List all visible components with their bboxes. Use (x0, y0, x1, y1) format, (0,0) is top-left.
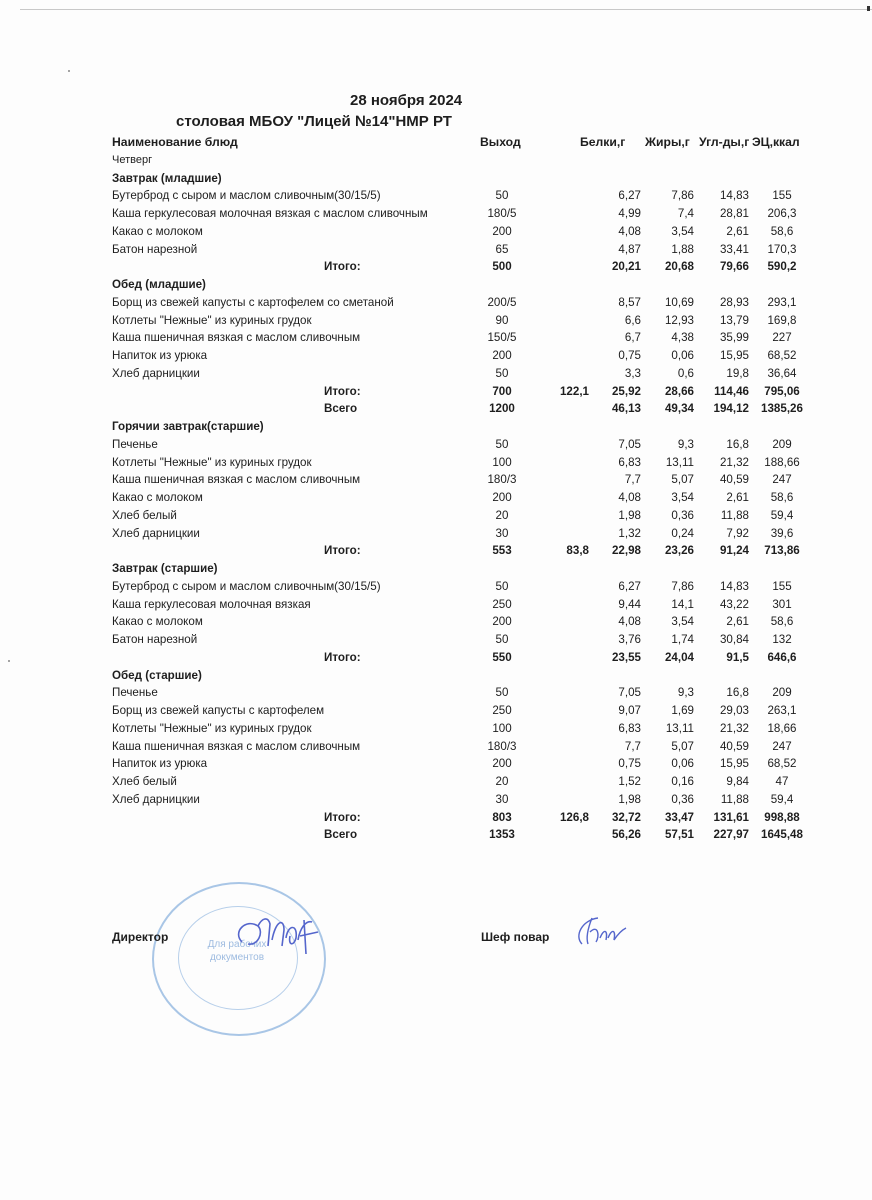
cell-output: 50 (495, 189, 509, 203)
column-header-fat: Жиры,г (645, 135, 690, 149)
cell-fat: 0,06 (671, 757, 694, 771)
cell-energy: 18,66 (767, 721, 797, 735)
cell-protein: 4,87 (618, 242, 641, 256)
cell-carbs: 21,32 (719, 455, 749, 469)
cell-fat: 9,3 (677, 686, 694, 700)
table-row (112, 223, 822, 241)
cell-output: 180/3 (487, 473, 517, 487)
cell-output: 90 (495, 313, 509, 327)
cell-carbs: 194,12 (713, 402, 749, 416)
day-of-week (112, 152, 822, 170)
cell-fat: 0,16 (671, 775, 694, 788)
section-header-row (112, 667, 822, 685)
cell-energy: 169,8 (767, 313, 797, 327)
cell-energy: 36,64 (767, 366, 797, 380)
cell-fat: 1,69 (671, 704, 694, 717)
cell-name: Хлеб белый (112, 775, 177, 788)
cell-name: Батон нарезной (112, 633, 198, 646)
cell-energy: 155 (772, 189, 792, 203)
cell-name: Завтрак (старшие) (112, 562, 218, 575)
cell-protein: 6,7 (624, 331, 641, 345)
cell-carbs: 15,95 (719, 757, 749, 771)
table-row (112, 720, 822, 738)
table-row (112, 684, 822, 702)
menu-rows (112, 170, 822, 845)
cell-energy: 301 (772, 597, 792, 611)
cell-protein: 1,32 (618, 526, 641, 540)
table-row (112, 738, 822, 756)
section-header-row (112, 418, 822, 436)
table-row (112, 596, 822, 614)
column-header-protein: Белки,г (580, 135, 626, 149)
cell-protein: 1,98 (618, 508, 641, 522)
section-header-row (112, 170, 822, 188)
cell-fat: 20,68 (664, 260, 694, 274)
cell-output: 20 (495, 508, 509, 522)
scan-edge-line (20, 9, 872, 10)
section-header-row (112, 560, 822, 578)
cell-protein: 1,98 (618, 792, 641, 806)
cell-extra: 122,1 (559, 384, 589, 398)
cell-extra: 83,8 (566, 544, 589, 558)
cell-energy: 68,52 (767, 349, 797, 362)
cell-carbs: 14,83 (719, 189, 749, 203)
cell-name: Каша пшеничная вязкая с маслом сливочным (112, 331, 361, 345)
cell-carbs: 21,32 (719, 721, 749, 735)
cell-output: 50 (495, 686, 509, 700)
table-row (112, 525, 822, 543)
cell-fat: 3,54 (671, 615, 694, 629)
cell-energy: 155 (772, 579, 792, 593)
cell-energy: 47 (775, 775, 789, 788)
cell-carbs: 29,03 (719, 704, 749, 717)
cell-name: Батон нарезной (112, 242, 198, 256)
cell-fat: 3,54 (671, 224, 694, 238)
cell-energy: 713,86 (764, 544, 800, 558)
cell-name: Горячии завтрак(старшие) (112, 420, 264, 433)
cell-output: 700 (492, 384, 512, 398)
cell-output: 180/5 (487, 207, 517, 220)
cell-name: Итого: (324, 260, 361, 274)
cell-protein: 6,6 (624, 313, 641, 327)
cell-protein: 0,75 (618, 349, 641, 362)
cell-protein: 56,26 (611, 828, 641, 842)
cell-protein: 7,7 (624, 473, 641, 487)
cell-carbs: 11,88 (720, 508, 749, 522)
cell-name: Итого: (324, 384, 361, 398)
cell-protein: 1,52 (618, 775, 641, 788)
cell-energy: 209 (772, 686, 792, 700)
cell-name: Котлеты "Нежные" из куриных грудок (112, 455, 312, 469)
cell-name: Какао с молоком (112, 615, 203, 629)
table-row (112, 294, 822, 312)
cell-carbs: 13,79 (719, 313, 749, 327)
cell-energy: 59,4 (770, 508, 794, 522)
cell-protein: 6,27 (618, 189, 641, 203)
cell-energy: 170,3 (767, 242, 797, 256)
cell-carbs: 2,61 (726, 615, 749, 629)
cell-output: 200 (492, 349, 512, 362)
cell-energy: 1645,48 (761, 828, 803, 842)
cell-fat: 1,74 (671, 633, 694, 646)
cell-carbs: 227,97 (713, 828, 749, 842)
cell-fat: 4,38 (671, 331, 694, 345)
cell-name: Итого: (324, 810, 361, 824)
cell-fat: 1,88 (671, 242, 694, 256)
chef-signature (572, 914, 628, 950)
cell-output: 30 (495, 792, 509, 806)
cell-output: 550 (492, 650, 512, 664)
column-header-output: Выход (480, 135, 521, 149)
cell-carbs: 79,66 (719, 260, 749, 274)
cell-protein: 3,3 (624, 366, 641, 380)
total-row (112, 400, 822, 418)
cell-name: Завтрак (младшие) (112, 171, 222, 185)
cell-output: 500 (492, 260, 512, 274)
menu-table (112, 134, 822, 844)
cell-protein: 4,08 (618, 491, 641, 504)
section-header-row (112, 276, 822, 294)
scan-speck (8, 660, 10, 662)
table-row (112, 454, 822, 472)
organization-title: столовая МБОУ "Лицей №14"НМР РТ (176, 113, 452, 130)
cell-carbs: 7,92 (726, 526, 749, 540)
cell-name: Напиток из урюка (112, 349, 208, 362)
cell-energy: 247 (772, 473, 792, 487)
cell-output: 50 (495, 633, 509, 646)
cell-carbs: 19,8 (726, 366, 749, 380)
cell-fat: 7,86 (671, 579, 694, 593)
cell-fat: 12,93 (664, 313, 694, 327)
cell-output: 30 (495, 526, 509, 540)
cell-energy: 247 (772, 739, 792, 753)
cell-name: Хлеб дарницкии (112, 792, 200, 806)
cell-energy: 795,06 (764, 384, 800, 398)
cell-name: Обед (старшие) (112, 668, 202, 682)
day-label: Четверг (112, 153, 153, 166)
cell-fat: 0,06 (671, 349, 694, 362)
cell-energy: 58,6 (770, 224, 794, 238)
cell-output: 250 (492, 597, 512, 611)
cell-carbs: 91,5 (726, 650, 749, 664)
cell-output: 200 (492, 615, 512, 629)
cell-carbs: 40,59 (719, 473, 749, 487)
cell-fat: 5,07 (671, 473, 694, 487)
cell-energy: 263,1 (767, 704, 797, 717)
table-row (112, 205, 822, 223)
table-row (112, 702, 822, 720)
cell-output: 200 (492, 491, 512, 504)
cell-fat: 24,04 (664, 650, 694, 664)
table-row (112, 631, 822, 649)
cell-fat: 13,11 (665, 455, 694, 469)
cell-name: Хлеб белый (112, 508, 177, 522)
table-row (112, 791, 822, 809)
cell-energy: 39,6 (770, 526, 794, 540)
cell-protein: 9,07 (618, 704, 641, 717)
cell-protein: 46,13 (611, 402, 641, 416)
table-row (112, 436, 822, 454)
cell-carbs: 16,8 (726, 437, 749, 451)
cell-energy: 590,2 (767, 260, 797, 274)
cell-output: 200 (492, 224, 512, 238)
cell-output: 553 (492, 544, 512, 558)
cell-name: Всего (324, 828, 358, 842)
cell-energy: 206,3 (767, 207, 797, 220)
cell-carbs: 33,41 (719, 242, 749, 256)
cell-energy: 132 (772, 633, 792, 646)
cell-protein: 22,98 (611, 544, 641, 558)
cell-protein: 4,08 (618, 224, 641, 238)
cell-protein: 23,55 (611, 650, 641, 664)
cell-fat: 5,07 (671, 739, 694, 753)
cell-fat: 10,69 (664, 295, 694, 309)
cell-output: 50 (495, 437, 509, 451)
cell-energy: 998,88 (764, 810, 800, 824)
total-row (112, 809, 822, 827)
chef-label: Шеф повар (481, 930, 550, 944)
table-row (112, 365, 822, 383)
cell-name: Хлеб дарницкии (112, 526, 200, 540)
menu-date: 28 ноября 2024 (350, 92, 463, 109)
cell-energy: 1385,26 (761, 402, 803, 416)
cell-name: Печенье (112, 686, 158, 700)
cell-fat: 23,26 (664, 544, 694, 558)
cell-fat: 9,3 (677, 437, 694, 451)
total-row (112, 542, 822, 560)
cell-output: 100 (492, 721, 512, 735)
cell-extra: 126,8 (559, 810, 589, 824)
cell-fat: 57,51 (664, 828, 694, 842)
cell-protein: 20,21 (611, 260, 641, 274)
cell-carbs: 9,84 (726, 775, 749, 788)
cell-name: Бутерброд с сыром и маслом сливочным(30/15/5) (112, 579, 381, 593)
cell-output: 1353 (489, 828, 515, 842)
cell-name: Какао с молоком (112, 491, 203, 504)
cell-energy: 646,6 (767, 650, 797, 664)
cell-energy: 68,52 (767, 757, 797, 771)
cell-name: Каша геркулесовая молочная вязкая (112, 597, 311, 611)
cell-carbs: 35,99 (719, 331, 749, 345)
total-row (112, 649, 822, 667)
cell-output: 180/3 (487, 739, 517, 753)
cell-output: 803 (492, 810, 512, 824)
cell-protein: 0,75 (618, 757, 641, 771)
total-row (112, 383, 822, 401)
cell-fat: 0,36 (671, 792, 694, 806)
cell-fat: 3,54 (671, 491, 694, 504)
cell-carbs: 43,22 (719, 597, 749, 611)
stamp-text: Для рабочих документов (207, 939, 267, 963)
director-label: Директор (112, 930, 169, 944)
director-signature (228, 910, 320, 960)
cell-protein: 3,76 (618, 633, 641, 646)
cell-energy: 59,4 (770, 792, 794, 806)
cell-protein: 6,83 (618, 455, 641, 469)
cell-carbs: 14,83 (719, 579, 749, 593)
scan-mark (867, 6, 870, 11)
cell-protein: 7,7 (624, 739, 641, 753)
total-row (112, 826, 822, 844)
cell-energy: 209 (772, 437, 792, 451)
table-row (112, 312, 822, 330)
cell-protein: 9,44 (618, 597, 641, 611)
column-header-carbs: Угл-ды,г (699, 135, 750, 149)
cell-protein: 7,05 (618, 437, 641, 451)
cell-energy: 58,6 (770, 615, 794, 629)
cell-protein: 6,83 (618, 721, 641, 735)
cell-energy: 188,66 (764, 455, 800, 469)
table-header-row (112, 134, 822, 152)
cell-protein: 4,99 (618, 207, 641, 220)
cell-name: Хлеб дарницкии (112, 366, 200, 380)
cell-name: Итого: (324, 650, 361, 664)
cell-fat: 49,34 (664, 402, 694, 416)
cell-name: Всего (324, 402, 358, 416)
table-row (112, 241, 822, 259)
cell-output: 20 (495, 775, 509, 788)
cell-name: Котлеты "Нежные" из куриных грудок (112, 721, 312, 735)
scan-speck (68, 70, 70, 72)
cell-carbs: 16,8 (726, 686, 749, 700)
cell-name: Борщ из свежей капусты с картофелем со сметаной (112, 295, 394, 309)
table-row (112, 507, 822, 525)
cell-fat: 0,24 (671, 526, 694, 540)
cell-carbs: 131,61 (713, 810, 749, 824)
column-header-name: Наименование блюд (112, 135, 238, 149)
cell-protein: 6,27 (618, 579, 641, 593)
cell-name: Обед (младшие) (112, 278, 206, 291)
cell-carbs: 15,95 (719, 349, 749, 362)
cell-name: Какао с молоком (112, 224, 203, 238)
table-row (112, 329, 822, 347)
cell-fat: 13,11 (665, 721, 694, 735)
cell-output: 200 (492, 757, 512, 771)
cell-carbs: 28,81 (719, 207, 749, 220)
table-row (112, 347, 822, 365)
cell-carbs: 30,84 (719, 633, 749, 646)
cell-fat: 7,4 (677, 207, 694, 220)
cell-energy: 227 (772, 331, 792, 345)
table-row (112, 489, 822, 507)
column-header-energy: ЭЦ,ккал (752, 135, 800, 149)
cell-protein: 25,92 (611, 384, 641, 398)
table-row (112, 755, 822, 773)
cell-carbs: 2,61 (726, 491, 749, 504)
total-row (112, 258, 822, 276)
cell-protein: 7,05 (618, 686, 641, 700)
cell-name: Бутерброд с сыром и маслом сливочным(30/15/5) (112, 189, 381, 203)
cell-output: 50 (495, 366, 509, 380)
cell-protein: 32,72 (611, 810, 641, 824)
cell-carbs: 91,24 (719, 544, 749, 558)
table-row (112, 187, 822, 205)
table-row (112, 578, 822, 596)
cell-output: 50 (495, 579, 509, 593)
cell-energy: 293,1 (767, 295, 797, 309)
table-row (112, 613, 822, 631)
cell-fat: 28,66 (664, 384, 694, 398)
cell-protein: 8,57 (618, 295, 641, 309)
table-row (112, 471, 822, 489)
cell-energy: 58,6 (770, 491, 794, 504)
cell-name: Борщ из свежей капусты с картофелем (112, 704, 325, 717)
cell-carbs: 2,61 (726, 224, 749, 238)
cell-carbs: 28,93 (719, 295, 749, 309)
cell-carbs: 114,46 (714, 384, 749, 398)
cell-fat: 14,1 (671, 597, 694, 611)
cell-output: 150/5 (487, 331, 517, 345)
cell-name: Каша геркулесовая молочная вязкая с маслом сливочным (112, 207, 428, 220)
cell-output: 250 (492, 704, 512, 717)
cell-fat: 7,86 (671, 189, 694, 203)
cell-fat: 0,6 (677, 366, 694, 380)
cell-fat: 33,47 (664, 810, 694, 824)
table-row (112, 773, 822, 791)
cell-name: Каша пшеничная вязкая с маслом сливочным (112, 739, 361, 753)
cell-name: Каша пшеничная вязкая с маслом сливочным (112, 473, 361, 487)
cell-output: 200/5 (487, 295, 517, 309)
cell-output: 100 (492, 455, 512, 469)
cell-name: Печенье (112, 437, 158, 451)
cell-name: Итого: (324, 544, 361, 558)
cell-carbs: 40,59 (719, 739, 749, 753)
cell-output: 65 (495, 242, 509, 256)
cell-carbs: 11,88 (720, 792, 749, 806)
cell-output: 1200 (489, 402, 515, 416)
cell-name: Котлеты "Нежные" из куриных грудок (112, 313, 312, 327)
cell-name: Напиток из урюка (112, 757, 208, 771)
cell-fat: 0,36 (671, 508, 694, 522)
cell-protein: 4,08 (618, 615, 641, 629)
